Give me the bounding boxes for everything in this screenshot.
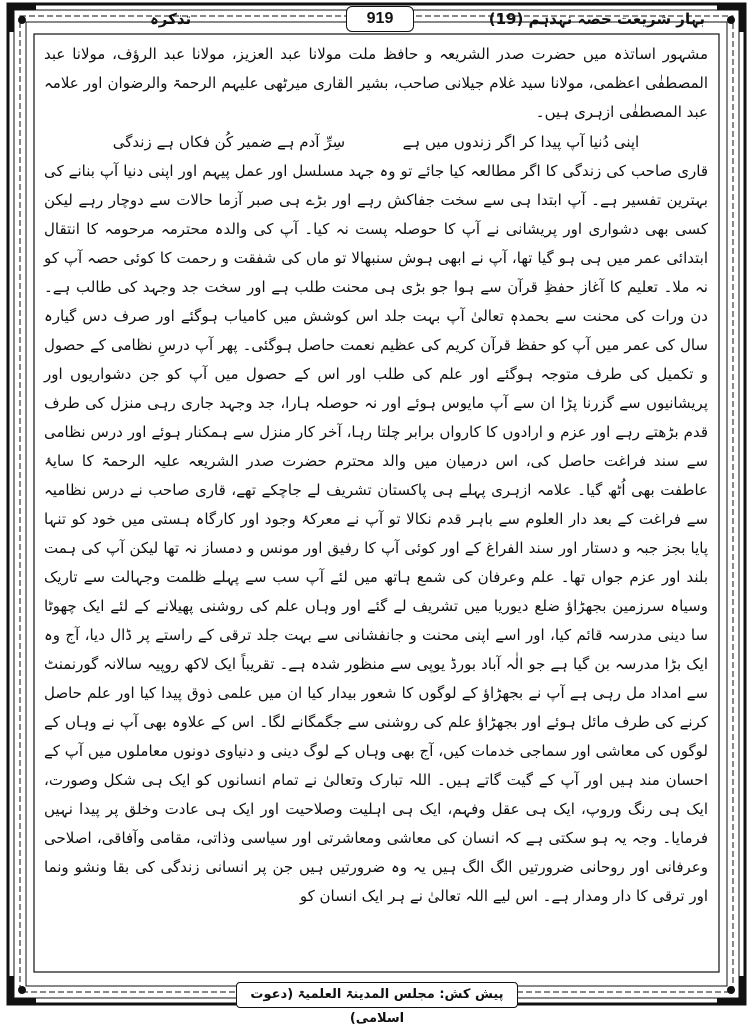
- section-title: تذکرہ: [150, 10, 192, 28]
- poetry-couplet: [44, 127, 708, 157]
- page-header: [40, 6, 713, 32]
- couplet-first-line: اپنی دُنیا آپ پیدا کر اگر زندوں میں ہے: [402, 133, 640, 151]
- paragraph-biography: قاری صاحب کی زندگی کا اگر مطالعہ کیا جائے تو وہ جہد مسلسل اور عمل پیہم اور اپنی دنیا آپ بنانے کی بہترین تفسیر ہے۔ آپ ابتدا ہی سے سخت جفاکش رہے اور بڑے ہی صبر آزما حالات سے دوچار رہے لیکن کسی بھی دشواری اور پریشانی نے آپ کا حوصلہ پست نہ کیا۔ آپ کی والدہ محترمہ مرحومہ کا انتقال ابتدائی عمر میں ہی ہو گیا تھا، آپ نے ابھی ہوش سنبھالا تو ماں کی شفقت و رحمت کا کوئی حصہ آپ کو نہ ملا۔ تعلیم کا آغاز حفظِ قرآن سے ہوا جو بڑی ہی محنت طلب ہے اور سخت جد وجہد کی طالب ہے۔ دن ورات کی محنت سے بحمدہٖ تعالیٰ آپ بہت جلد اس کوشش میں کامیاب ہوگئے اور صرف دس گیارہ سال کی عمر میں آپ کو حفظ قرآن کریم کی عظیم نعمت حاصل ہوگئی۔ پھر آپ درسِ نظامی کے حصول و تکمیل کی طرف متوجہ ہوگئے اور علم کی طلب اور اس کے حصول میں آپ کو جن دشواریوں اور پریشانیوں سے گزرنا پڑا ان سے آپ مایوس ہوئے اور نہ حوصلہ ہارا، جد وجہد جاری رہی منزل کی طرف قدم بڑھتے رہے اور عزم و ارادوں کا کارواں برابر چلتا رہا، آخر کار منزل سے ہمکنار ہوئے اور درس نظامی سے سند فراغت حاصل کی، اس درمیان میں والد محترم حضرت صدر الشریعہ علیہ الرحمۃ کا سایۂ عاطفت بھی اُٹھ گیا۔ علامہ ازہری پہلے ہی پاکستان تشریف لے جاچکے تھے، قاری صاحب نے درس نظامیہ سے فراغت کے بعد دار العلوم سے باہر قدم نکالا تو آپ نے معرکۂ وجود اور کارگاہ ہستی میں خود کو تنہا پایا بجز جبہ و دستار اور سند الفراغ کے اور کوئی آپ کا رفیق اور مونس و دمساز نہ تھا لیکن آپ کی ہمت بلند اور عزم جواں تھا۔ علم وعرفان کی شمع ہاتھ میں لئے آپ سب سے پہلے ظلمت وجہالت سے تاریک وسیاہ سرزمین بجھڑاؤ ضلع دیوریا میں تشریف لے گئے اور وہاں علم کی روشنی پھیلانے کے لئے ایک چھوٹا سا دینی مدرسہ قائم کیا، اور اسے اپنی محنت و جانفشانی سے بہت جلد ترقی کے راستے پر ڈال دیا، آج وہ ایک بڑا مدرسہ بن گیا ہے جو الٰہ آباد بورڈ یوپی سے منظور شدہ ہے۔ تقریباً ایک لاکھ روپیہ سالانہ گورنمنٹ سے امداد مل رہی ہے آپ نے بجھڑاؤ کے لوگوں کا شعور بیدار کیا ان میں علمی ذوق پیدا کیا اور علم حاصل کرنے کی طرف مائل ہوئے اور بجھڑاؤ علم کی روشنی سے جگمگانے لگا۔ اس کے علاوہ بھی آپ نے وہاں کے لوگوں کی معاشی اور سماجی خدمات کیں، آج بھی وہاں کے لوگ دینی و دنیاوی دونوں معاملوں میں آپ کے احسان مند ہیں اور آپ کے گیت گاتے ہیں۔ اللہ تبارک وتعالیٰ نے تمام انسانوں کو ایک ہی شکل وصورت، ایک ہی رنگ وروپ، ایک ہی عقل وفہم، ایک ہی اہلیت وصلاحیت اور ایک ہی عادت وخلق پر پیدا نہیں فرمایا۔ وجہ یہ ہو سکتی ہے کہ انسان کی معاشی ومعاشرتی اور سیاسی وذاتی، مقامی وآفاقی، اصلاحی وعرفانی اور روحانی ضرورتیں الگ الگ ہیں یہ وہ ضرورتیں ہیں جن پر انسانی زندگی کی بقا ونشو ونما اور ترقی کا دار ومدار ہے۔ اس لیے اللہ تعالیٰ نے ہر ایک انسان کو: [44, 162, 708, 905]
- paragraph-teachers: مشہور اساتذہ میں حضرت صدر الشریعہ و حافظ ملت مولانا عبد العزیز، مولانا عبد الرؤف، مولانا عبد المصطفٰی اعظمی، مولانا سید غلام جیلانی صاحب، بشیر القاری میرٹھی علیہم الرحمۃ والرضوان اور علامہ عبد المصطفٰی ازہری ہیں۔: [44, 45, 708, 121]
- body-text: [44, 40, 708, 958]
- couplet-second-line: سِرِّ آدم ہے ضمیر کُن فکاں ہے زندگی: [112, 133, 346, 151]
- book-title: بہار شریعت حصہ نہدہم (19): [488, 10, 705, 28]
- publisher-footer: پیش کش: مجلس المدینۃ العلمیۃ (دعوت اسلامی): [236, 982, 518, 1008]
- page-number: 919: [346, 6, 414, 32]
